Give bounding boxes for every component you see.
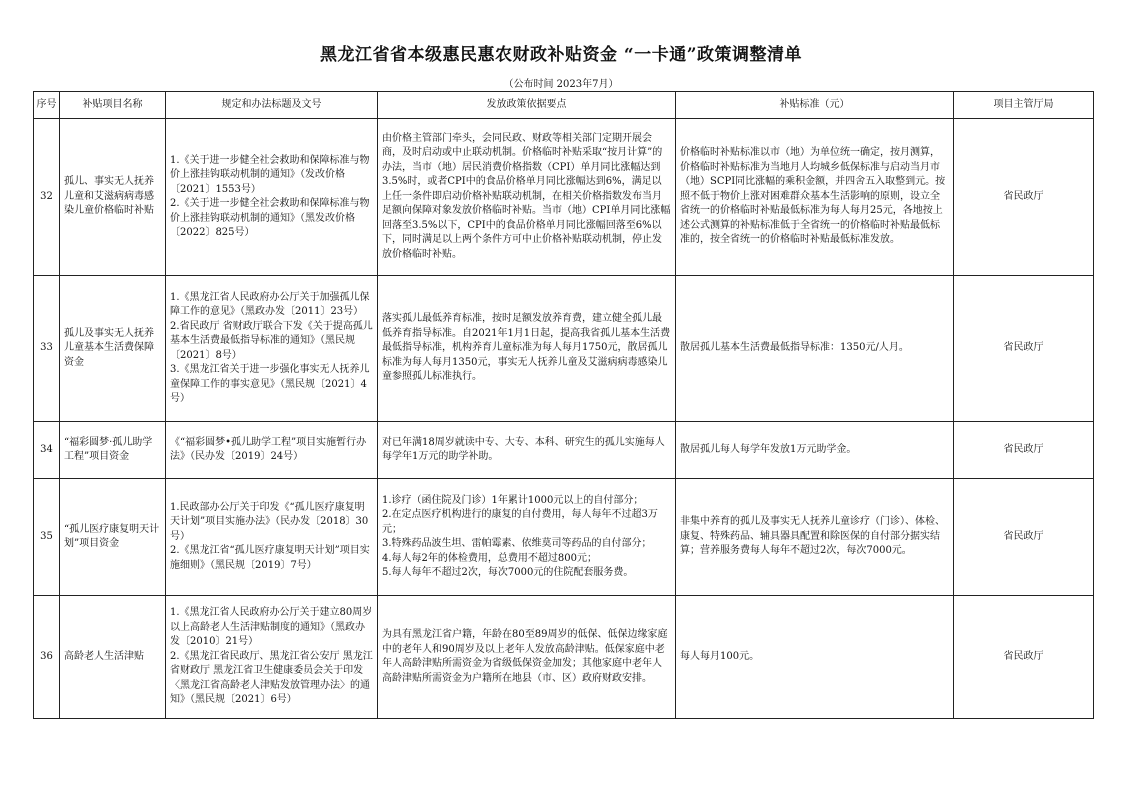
regulation-line: 1.《黑龙江省人民政府办公厅关于加强孤儿保障工作的意见》（黑政办发〔2011〕23号） [170,291,370,317]
header-name: 补贴项目名称 [60,92,166,119]
row-dept: 省民政厅 [954,479,1094,596]
row-item-name: “孤儿医疗康复明天计划”项目资金 [60,479,166,596]
regulation-line: 1.《关于进一步健全社会救助和保障标准与物价上涨挂钩联动机制的通知》（发改价格〔2021〕1553号） [170,154,370,195]
row-standard [676,119,954,276]
row-standard [676,276,954,422]
row-item-name: 孤儿及事实无人抚养儿童基本生活费保障资金 [60,276,166,422]
publish-date: （公布时间 2023年7月） [503,79,619,90]
basis-line: 5.每人每年不超过2次，每次7000元的住院配套服务费。 [382,567,634,578]
regulation-line: 2.《关于进一步健全社会救助和保障标准与物价上涨挂钩联动机制的通知》（黑发改价格〔2022〕825号） [170,198,370,238]
standard-line: 散居孤儿基本生活费最低指导标准：1350元/人月。 [680,342,909,354]
header-basis: 发放政策依据要点 [378,92,676,119]
row-no: 32 [34,119,60,276]
basis-line: 3.特殊药品波生坦、雷帕霉素、依维莫司等药品的自付部分； [382,538,652,549]
basis-line: 4.每人每2年的体检费用，总费用不超过800元； [382,552,597,564]
basis-line: 落实孤儿最低养育标准，按时足额发放养育费，建立健全孤儿最低养育指导标准。自2021年1月1日起，提高我省孤儿基本生活费最低指导标准，机构养育儿童标准为每人每月1750元，散居孤儿标准为每人每月1350元，事实无人抚养儿童及艾滋病病毒感染儿童参照孤儿标准执行。 [382,313,671,383]
table-header-row [34,92,1094,119]
table-row [34,479,1094,596]
table-row [34,276,1094,422]
standard-line: 散居孤儿每人每学年发放1万元助学金。 [680,443,857,455]
row-regulations [166,276,378,422]
row-standard [676,422,954,479]
row-regulations [166,479,378,596]
row-no: 34 [34,422,60,479]
row-no: 33 [34,276,60,422]
row-standard [676,596,954,719]
regulation-line: 3.《黑龙江省关于进一步强化事实无人抚养儿童保障工作的事实意见》（黑民规〔2021〕4号） [170,364,370,404]
row-basis [378,479,676,596]
row-dept: 省民政厅 [954,422,1094,479]
regulation-line: 2.省民政厅 省财政厅联合下发《关于提高孤儿基本生活费最低指导标准的通知》（黑民规〔2021〕8号） [170,320,373,361]
standard-line: 每人每月100元。 [680,650,760,662]
row-basis [378,422,676,479]
row-standard [676,479,954,596]
header-standard: 补贴标准（元） [676,92,954,119]
table-row [34,596,1094,719]
row-regulations [166,596,378,719]
basis-line: 对已年满18周岁就读中专、大专、本科、研究生的孤儿实施每人每学年1万元的助学补助。 [382,436,665,462]
document-title: 黑龙江省省本级惠民惠农财政补贴资金 “一卡通”政策调整清单 [320,45,802,65]
row-no: 35 [34,479,60,596]
row-no: 36 [34,596,60,719]
row-dept: 省民政厅 [954,276,1094,422]
row-basis [378,596,676,719]
regulation-line: 1.民政部办公厅关于印发《“孤儿医疗康复明天计划”项目实施办法》（民办发〔2018〕30号） [170,501,369,542]
row-basis [378,276,676,422]
row-item-name: 高龄老人生活津贴 [60,596,166,719]
standard-line: 非集中养育的孤儿及事实无人抚养儿童诊疗（门诊）、体检、康复、特殊药品、辅具器具配置和除医保的自付部分据实结算；营养服务费每人每年不超过2次，每次7000元。 [680,516,945,557]
row-item-name: “福彩圆梦·孤儿助学工程”项目资金 [60,422,166,479]
row-dept: 省民政厅 [954,119,1094,276]
policy-table [33,91,1094,719]
regulation-line: 1.《黑龙江省人民政府办公厅关于建立80周岁以上高龄老人生活津贴制度的通知》（黑政办发〔2010〕21号） [170,607,373,648]
row-item-name: 孤儿、事实无人抚养儿童和艾滋病病毒感染儿童价格临时补贴 [60,119,166,276]
header-dept: 项目主管厅局 [954,92,1094,119]
basis-line: 2.在定点医疗机构进行的康复的自付费用，每人每年不过超3万元； [382,509,658,535]
row-regulations [166,119,378,276]
regulation-line: 2.《黑龙江省“孤儿医疗康复明天计划”项目实施细则》（黑民规〔2019〕7号） [170,545,370,571]
row-basis [378,119,676,276]
row-dept: 省民政厅 [954,596,1094,719]
basis-line: 1.诊疗（函住院及门诊）1年累计1000元以上的自付部分； [382,494,644,506]
basis-line: 为具有黑龙江省户籍，年龄在80至89周岁的低保、低保边缘家庭中的老年人和90周岁及以上老年人发放高龄津贴。低保家庭中老年人高龄津贴所需资金为省级低保资金加发；其他家庭中老年人高龄津贴所需资金为户籍所在地县（市、区）政府财政安排。 [382,629,668,684]
row-regulations [166,422,378,479]
basis-line: 由价格主管部门牵头，会同民政、财政等相关部门定期开展会商，及时启动或中止联动机制。价格临时补贴采取“按月计算”的办法，当市（地）居民消费价格指数（CPI）单月同比涨幅达到3.5%时，或者CPI中的食品价格单月同比涨幅达到6%，满足以上任一条件即启动价格补贴联动机制，在相关价格指数发布当月足额向保障对象发放价格临时补贴。当市（地）CPI单月同比涨幅回落至3.5%以下，CPI中的食品价格单月同比涨幅回落至6%以下，同时满足以上两个条件方可中止价格补贴联动机制，停止发放价格临时补贴。 [382,132,671,260]
table-row [34,422,1094,479]
standard-line: 价格临时补贴标准以市（地）为单位统一确定，按月测算，价格临时补贴标准为当地月人均城乡低保标准与启动当月市（地）SCPI同比涨幅的乘积金额，并四舍五入取整到元。按照不低于物价上涨对困难群众基本生活影响的原则，设立全省统一的价格临时补贴最低标准为每人每月25元，各地按上述公式测算的补贴标准低于全省统一的价格临时补贴最低标准的，按全省统一的价格临时补贴最低标准发放。 [680,147,946,246]
regulation-line: 《“福彩圆梦•孤儿助学工程”项目实施暂行办法》（民办发〔2019〕24号） [170,436,367,462]
table-row [34,119,1094,276]
regulation-line: 2.《黑龙江省民政厅、黑龙江省公安厅 黑龙江省财政厅 黑龙江省卫生健康委员会关于印发〈黑龙江省高龄老人津贴发放管理办法〉的通知》（黑民规〔2021〕6号） [170,650,373,706]
header-no: 序号 [34,92,60,119]
header-regulations: 规定和办法标题及文号 [166,92,378,119]
